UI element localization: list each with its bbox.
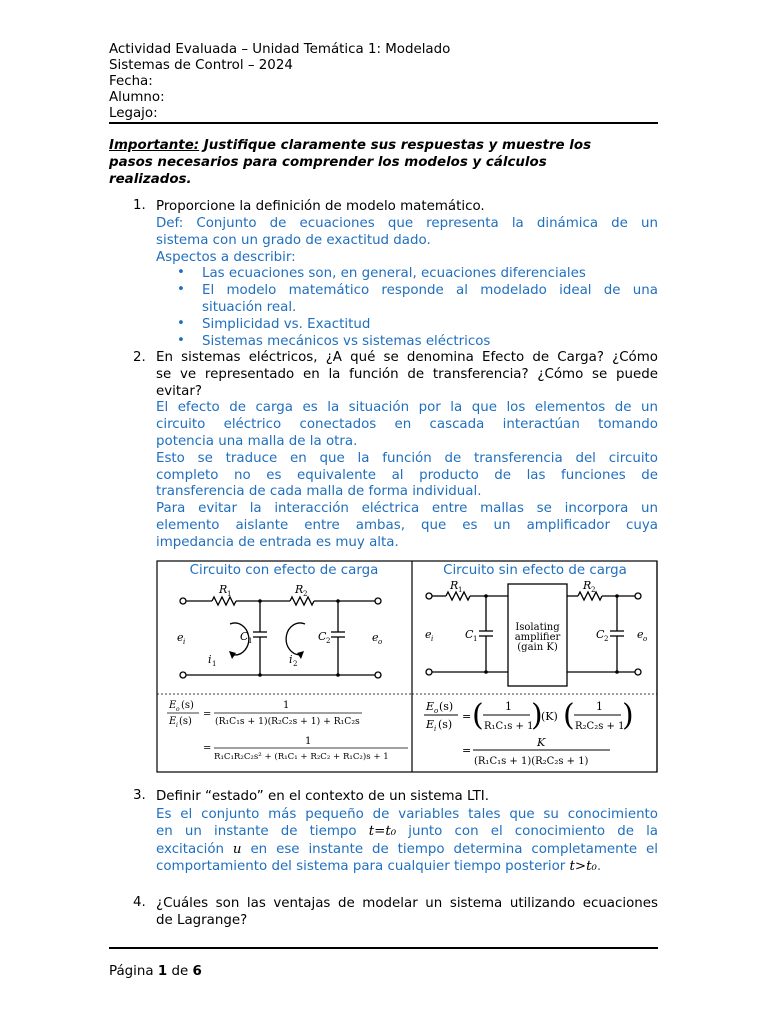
- svg-text:e: e: [425, 628, 432, 641]
- circuits-figure: [150, 558, 662, 776]
- svg-text:1: 1: [227, 590, 232, 598]
- svg-text:1: 1: [505, 700, 512, 713]
- q2-question-line1: En sistemas eléctricos, ¿A qué se denomina Efecto de Carga? ¿Cómo: [156, 350, 658, 365]
- q1-aspects: Aspectos a describir:: [156, 250, 296, 265]
- svg-text:i: i: [176, 722, 178, 729]
- svg-text:i: i: [183, 638, 186, 646]
- svg-text:(s): (s): [438, 718, 453, 731]
- svg-text:o: o: [176, 706, 180, 713]
- svg-text:1: 1: [248, 637, 253, 645]
- amplifier-label-3: (gain K): [517, 642, 558, 653]
- svg-text:R: R: [450, 579, 459, 592]
- q2-question-line3: evitar?: [156, 383, 202, 399]
- svg-text:2: 2: [293, 660, 298, 668]
- page-footer: Página 1 de 6: [109, 964, 202, 979]
- svg-text:E: E: [426, 700, 435, 713]
- svg-text:i: i: [434, 725, 437, 733]
- header-divider: [109, 122, 658, 124]
- header-id-label: Legajo:: [109, 106, 158, 121]
- svg-text:R₁C₁s + 1: R₁C₁s + 1: [484, 721, 534, 732]
- svg-text:K: K: [537, 736, 546, 749]
- q2-number: 2.: [133, 350, 146, 365]
- q1-bullet-list: [202, 265, 658, 350]
- svg-text:o: o: [434, 707, 439, 715]
- q1-bullet-2: El modelo matemático responde al modelado ideal de una: [202, 283, 658, 298]
- svg-text:e: e: [637, 628, 644, 641]
- svg-text:=: =: [462, 744, 472, 757]
- important-note: Importante: Justifique claramente sus respuestas y muestre los pasos necesarios para comprender los modelos y cálculos realizados.: [109, 138, 592, 187]
- header-date-label: Fecha:: [109, 74, 153, 89]
- svg-text:=: =: [203, 709, 212, 720]
- svg-text:): ): [531, 698, 543, 733]
- svg-text:o: o: [378, 638, 383, 646]
- document-header: [109, 42, 450, 122]
- svg-text:1: 1: [283, 700, 290, 711]
- amplifier-label-1: Isolating: [515, 622, 560, 633]
- svg-text:(R₁C₁s + 1)(R₂C₂s + 1): (R₁C₁s + 1)(R₂C₂s + 1): [474, 756, 589, 767]
- svg-text:2: 2: [303, 590, 308, 598]
- left-circuit-title: Circuito con efecto de carga: [189, 563, 379, 578]
- svg-text:(: (: [472, 698, 484, 733]
- svg-text:R₁C₁R₂C₂s² + (R₁C₁ + R₂C₂ + R₁: R₁C₁R₂C₂s² + (R₁C₁ + R₂C₂ + R₁C₂)s + 1: [214, 752, 389, 762]
- q3-number: 3.: [133, 788, 146, 803]
- svg-text:=: =: [462, 710, 472, 723]
- bullet-dot: •: [177, 333, 185, 348]
- amplifier-label-2: amplifier: [514, 632, 561, 643]
- svg-text:(s): (s): [179, 716, 192, 727]
- header-course: Sistemas de Control – 2024: [109, 58, 293, 73]
- svg-text:1: 1: [458, 586, 463, 594]
- header-student-label: Alumno:: [109, 90, 165, 105]
- svg-text:(K): (K): [541, 710, 558, 723]
- q3-question: Definir “estado” en el contexto de un sistema LTI.: [156, 789, 489, 804]
- q4-block: [156, 895, 658, 929]
- svg-text:C: C: [465, 628, 474, 641]
- svg-text:C: C: [240, 630, 249, 643]
- svg-text:o: o: [643, 635, 648, 643]
- svg-text:i: i: [208, 653, 212, 666]
- svg-text:e: e: [177, 631, 184, 644]
- svg-text:(s): (s): [439, 700, 454, 713]
- bullet-dot: •: [177, 282, 185, 297]
- svg-text:C: C: [318, 630, 327, 643]
- svg-text:1: 1: [305, 736, 312, 747]
- q1-block: [156, 198, 658, 266]
- svg-text:(s): (s): [181, 700, 194, 711]
- bullet-dot: •: [177, 316, 185, 331]
- q4-number: 4.: [133, 895, 146, 910]
- q1-def-line2: sistema con un grado de exactitud dado.: [156, 233, 431, 248]
- bullet-dot: •: [177, 265, 185, 280]
- q1-number: 1.: [133, 198, 146, 213]
- svg-text:1: 1: [212, 660, 217, 668]
- svg-text:R: R: [295, 583, 304, 596]
- svg-text:=: =: [203, 743, 212, 754]
- svg-text:2: 2: [591, 586, 596, 594]
- svg-text:2: 2: [326, 637, 331, 645]
- q1-bullet-2-cont: situación real.: [202, 300, 297, 315]
- svg-text:e: e: [372, 631, 379, 644]
- page-total: 6: [192, 964, 202, 979]
- page-number: 1: [157, 964, 168, 979]
- svg-text:E: E: [169, 700, 177, 711]
- svg-text:C: C: [596, 628, 605, 641]
- q1-bullet-4: Sistemas mecánicos vs sistemas eléctricos: [202, 334, 491, 349]
- svg-text:E: E: [426, 718, 435, 731]
- svg-text:(: (: [563, 698, 575, 733]
- q1-bullet-3: Simplicidad vs. Exactitud: [202, 317, 371, 332]
- svg-text:R: R: [583, 579, 592, 592]
- q1-bullet-1: Las ecuaciones son, en general, ecuaciones diferenciales: [202, 266, 586, 281]
- q1-def-line1: Def: Conjunto de ecuaciones que representa la dinámica de un: [156, 216, 658, 231]
- q4-question-line1: ¿Cuáles son las ventajas de modelar un sistema utilizando ecuaciones: [156, 896, 658, 911]
- svg-text:i: i: [289, 653, 293, 666]
- svg-text:E: E: [169, 716, 177, 727]
- svg-text:1: 1: [596, 700, 603, 713]
- svg-text:1: 1: [473, 635, 478, 643]
- q1-question: Proporcione la definición de modelo matemático.: [156, 199, 485, 214]
- svg-text:(R₁C₁s + 1)(R₂C₂s + 1) + R₁C₂s: (R₁C₁s + 1)(R₂C₂s + 1) + R₁C₂s: [215, 716, 360, 727]
- svg-text:i: i: [431, 635, 434, 643]
- q3-block: Definir “estado” en el contexto de un sistema LTI. Es el conjunto más pequeño de variables tales que su conocimiento en un instante de tiempo t=t₀ junto con el conocimiento de la excitación u en ese instante de tiempo determina completamente el comportamiento del sistema para cualquier tiempo posterior t>t₀.: [156, 789, 659, 874]
- svg-text:): ): [622, 698, 634, 733]
- q4-question-line2: de Lagrange?: [156, 913, 248, 928]
- important-label: Importante:: [109, 138, 200, 153]
- footer-divider: [109, 947, 658, 949]
- svg-text:2: 2: [604, 635, 609, 643]
- header-title: Actividad Evaluada – Unidad Temática 1: Modelado: [109, 42, 451, 57]
- q2-question-line2: se ve representado en la función de transferencia? ¿Cómo se puede: [156, 366, 658, 382]
- svg-text:R₂C₂s + 1: R₂C₂s + 1: [575, 721, 625, 732]
- q2-block: En sistemas eléctricos, ¿A qué se denomina Efecto de Carga? ¿Cómo se ve representado en la función de transferencia? ¿Cómo se puede evitar? El efecto de carga es la situación por la que los elementos de un circuito eléctrico conectados en cascada interactúan tomando potencia una malla de la otra. Esto se traduce en que la función de transferencia del circuito completo no es equivalente al producto de las funciones de transferencia de cada malla de forma individual. Para evitar la interacción eléctrica entre mallas se incorpora un elemento aislante entre ambas, que es un amplificador cuya impedancia de entrada es muy alta.: [156, 350, 658, 550]
- right-circuit-title: Circuito sin efecto de carga: [443, 563, 627, 578]
- svg-text:R: R: [219, 583, 228, 596]
